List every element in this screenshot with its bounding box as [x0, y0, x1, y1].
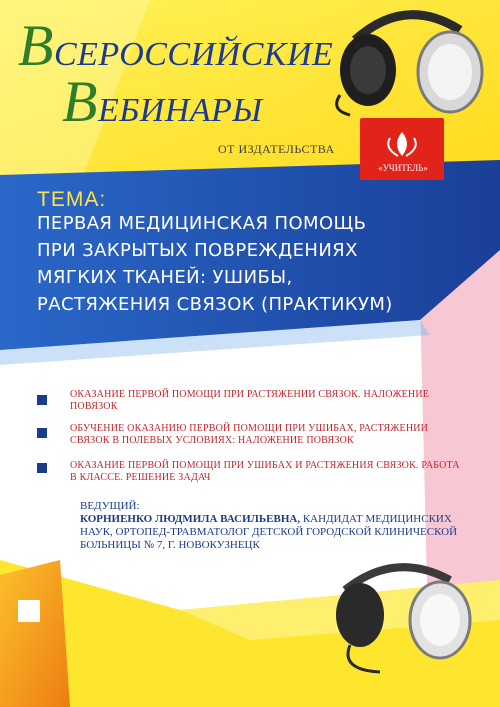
host-block	[80, 500, 460, 552]
corner-square	[18, 600, 40, 622]
bullet-square	[37, 463, 47, 473]
topic-line-4: РАСТЯЖЕНИЯ СВЯЗОК (ПРАКТИКУМ)	[37, 294, 393, 315]
host-details	[80, 513, 460, 552]
agenda-item: ОКАЗАНИЕ ПЕРВОЙ ПОМОЩИ ПРИ УШИБАХ И РАСТЯЖЕНИЯ СВЯЗОК. РАБОТА В КЛАССЕ. РЕШЕНИЕ ЗАДАЧ	[70, 460, 460, 483]
host-name: КОРНИЕНКО ЛЮДМИЛА ВАСИЛЬЕВНА,	[80, 513, 301, 525]
title-rest-2: ЕБИНАРЫ	[97, 92, 263, 129]
topic-line-1: ПЕРВАЯ МЕДИЦИНСКАЯ ПОМОЩЬ	[37, 213, 367, 234]
topic-line-3: МЯГКИХ ТКАНЕЙ: УШИБЫ,	[37, 267, 293, 288]
title-cap-2: В	[62, 69, 98, 134]
logo-text: «УЧИТЕЛЬ»	[378, 163, 428, 173]
title-cap-1: В	[18, 13, 54, 78]
bullet-square	[37, 395, 47, 405]
host-label: ВЕДУЩИЙ:	[80, 500, 140, 512]
title-line-2	[62, 68, 263, 135]
bullet-square	[37, 428, 47, 438]
agenda-item: ОКАЗАНИЕ ПЕРВОЙ ПОМОЩИ ПРИ РАСТЯЖЕНИИ СВЯЗОК. НАЛОЖЕНИЕ ПОВЯЗОК	[70, 389, 430, 412]
topic-label: ТЕМА:	[37, 188, 107, 211]
publisher-label: ОТ ИЗДАТЕЛЬСТВА	[218, 142, 335, 156]
topic-line-2: ПРИ ЗАКРЫТЫХ ПОВРЕЖДЕНИЯХ	[37, 240, 358, 261]
host-description: КАНДИДАТ МЕДИЦИНСКИХ НАУК, ОРТОПЕД-ТРАВМАТОЛОГ ДЕТСКОЙ ГОРОДСКОЙ КЛИНИЧЕСКОЙ БОЛЬНИЦЫ № 7, Г. НОВОКУЗНЕЦК	[80, 513, 458, 551]
title-rest-1: СЕРОССИЙСКИЕ	[53, 36, 334, 73]
agenda-item: ОБУЧЕНИЕ ОКАЗАНИЮ ПЕРВОЙ ПОМОЩИ ПРИ УШИБАХ, РАСТЯЖЕНИИ СВЯЗОК В ПОЛЕВЫХ УСЛОВИЯХ: НАЛОЖЕНИЕ ПОВЯЗОК	[70, 423, 429, 446]
orange-corner	[0, 560, 70, 707]
